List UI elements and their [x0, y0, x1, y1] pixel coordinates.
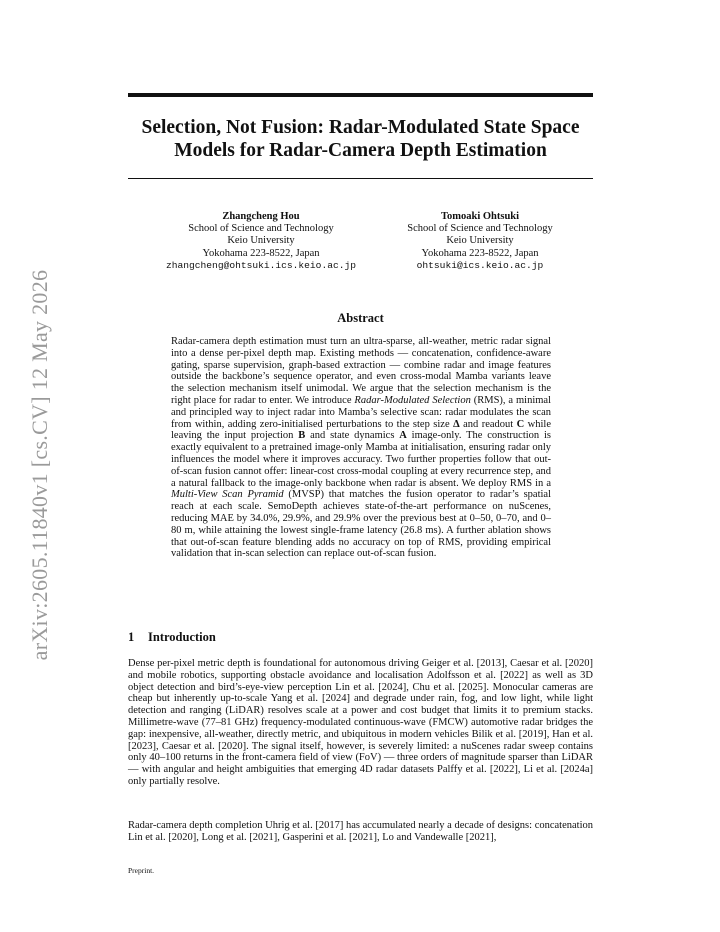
author-address: Yokohama 223-8522, Japan — [202, 247, 320, 259]
author-name: Tomoaki Ohtsuki — [440, 211, 520, 222]
author-block-1 — [146, 211, 376, 272]
section-title: Introduction — [148, 630, 216, 644]
author-block-2 — [365, 211, 595, 272]
author-email: ohtsuki@ics.keio.ac.jp — [416, 259, 544, 271]
author-dept: School of Science and Technology — [407, 223, 553, 235]
footer-note: Preprint. — [128, 866, 155, 875]
author-univ: Keio University — [446, 235, 514, 247]
author-univ: Keio University — [227, 235, 295, 247]
paper-title: Selection, Not Fusion: Radar-Modulated State Space Models for Radar-Camera Depth Estimation — [141, 117, 580, 161]
author-address: Yokohama 223-8522, Japan — [421, 247, 539, 259]
arxiv-identifier — [20, 255, 60, 675]
arxiv-identifier-text: arXiv:2605.11840v1 [cs.CV] 12 May 2026 — [27, 269, 52, 661]
author-email: zhangcheng@ohtsuki.ics.keio.ac.jp — [166, 259, 356, 271]
author-name: Zhangcheng Hou — [222, 211, 300, 222]
author-dept: School of Science and Technology — [188, 223, 334, 235]
section-number: 1 — [128, 630, 135, 644]
mvsp-term: Multi-View Scan Pyramid — [171, 489, 284, 501]
rms-term: Radar-Modulated Selection — [354, 394, 471, 406]
title-top-rule — [128, 93, 593, 97]
title-bottom-rule — [128, 178, 593, 179]
intro-paragraph-2: Radar-camera depth completion Uhrig et al. [2017] has accumulated nearly a decade of designs: concatenation Lin et al. [2020], Long et al. [2021], Gasperini et al. [2021], Lo and Vandewalle [2021], — [128, 820, 593, 843]
section-heading — [128, 630, 216, 645]
abstract-text: Radar-camera depth estimation must turn an ultra-sparse, all-weather, metric radar signal into a dense per-pixel depth map. Existing methods — concatenation, confidence-aware gating, sparse supervision, graph-based extraction — combine radar and image features outside the backbone’s sequence operator, and even cross-modal Mamba variants leave the selection mechanism itself unimodal. We argue that the selection mechanism is the right place for radar to enter. We introduce Radar-Modulated Selection (RMS), a minimal and principled way to inject radar into Mamba’s selective scan: radar modulates the scan from within, adding zero-initialised perturbations to the step size Δ and readout C while leaving the input projection B and state dynamics A image-only. The construction is exactly equivalent to a pretrained image-only Mamba at initialisation, ensuring radar only influences the model where it improves accuracy. Two further properties follow that out-of-scan fusion cannot offer: linear-cost cross-modal coupling at every recurrence step, and a natural fallback to the image-only backbone when radar is absent. We deploy RMS in a Multi-View Scan Pyramid (MVSP) that matches the fusion operator to radar’s spatial reach at each scale. SemoDepth achieves state-of-the-art performance on nuScenes, reducing MAE by 34.0%, 29.9%, and 29.9% over the previous best at 0–50, 0–70, and 0–80 m, while attaining the lowest single-frame latency (26.8 ms). A further ablation shows that out-of-scan feature blending adds no accuracy on top of RMS, providing empirical validation that in-scan selection can replace out-of-scan fusion. — [171, 336, 552, 560]
intro-paragraph-1: Dense per-pixel metric depth is foundational for autonomous driving Geiger et al. [2013], Caesar et al. [2020] and mobile robotics, supporting obstacle avoidance and localisation Adolfsson et al. [2022] as well as 3D object detection and bird’s-eye-view perception Lin et al. [2024], Chu et al. [2025]. Monocular cameras are cheap but inherently up-to-scale Yang et al. [2024] and degrade under rain, fog, and low light, while light detection and ranging (LiDAR) resolves scale at a power and cost budget that limits it to premium stacks. Millimetre-wave (77–81 GHz) frequency-modulated continuous-wave (FMCW) automotive radar bridges the gap: inexpensive, all-weather, directly metric, and ubiquitous in modern vehicles Bilik et al. [2019], Han et al. [2023], Caesar et al. [2020]. The signal itself, however, is severely limited: a nuScenes radar sweep contains only 40–100 returns in the front-camera field of view (FoV) — three orders of magnitude sparser than LiDAR — with angular and height ambiguities that emerging 4D radar datasets Palffy et al. [2022], Li et al. [2024a] only partially resolve. — [128, 658, 593, 787]
abstract-heading: Abstract — [337, 311, 384, 325]
